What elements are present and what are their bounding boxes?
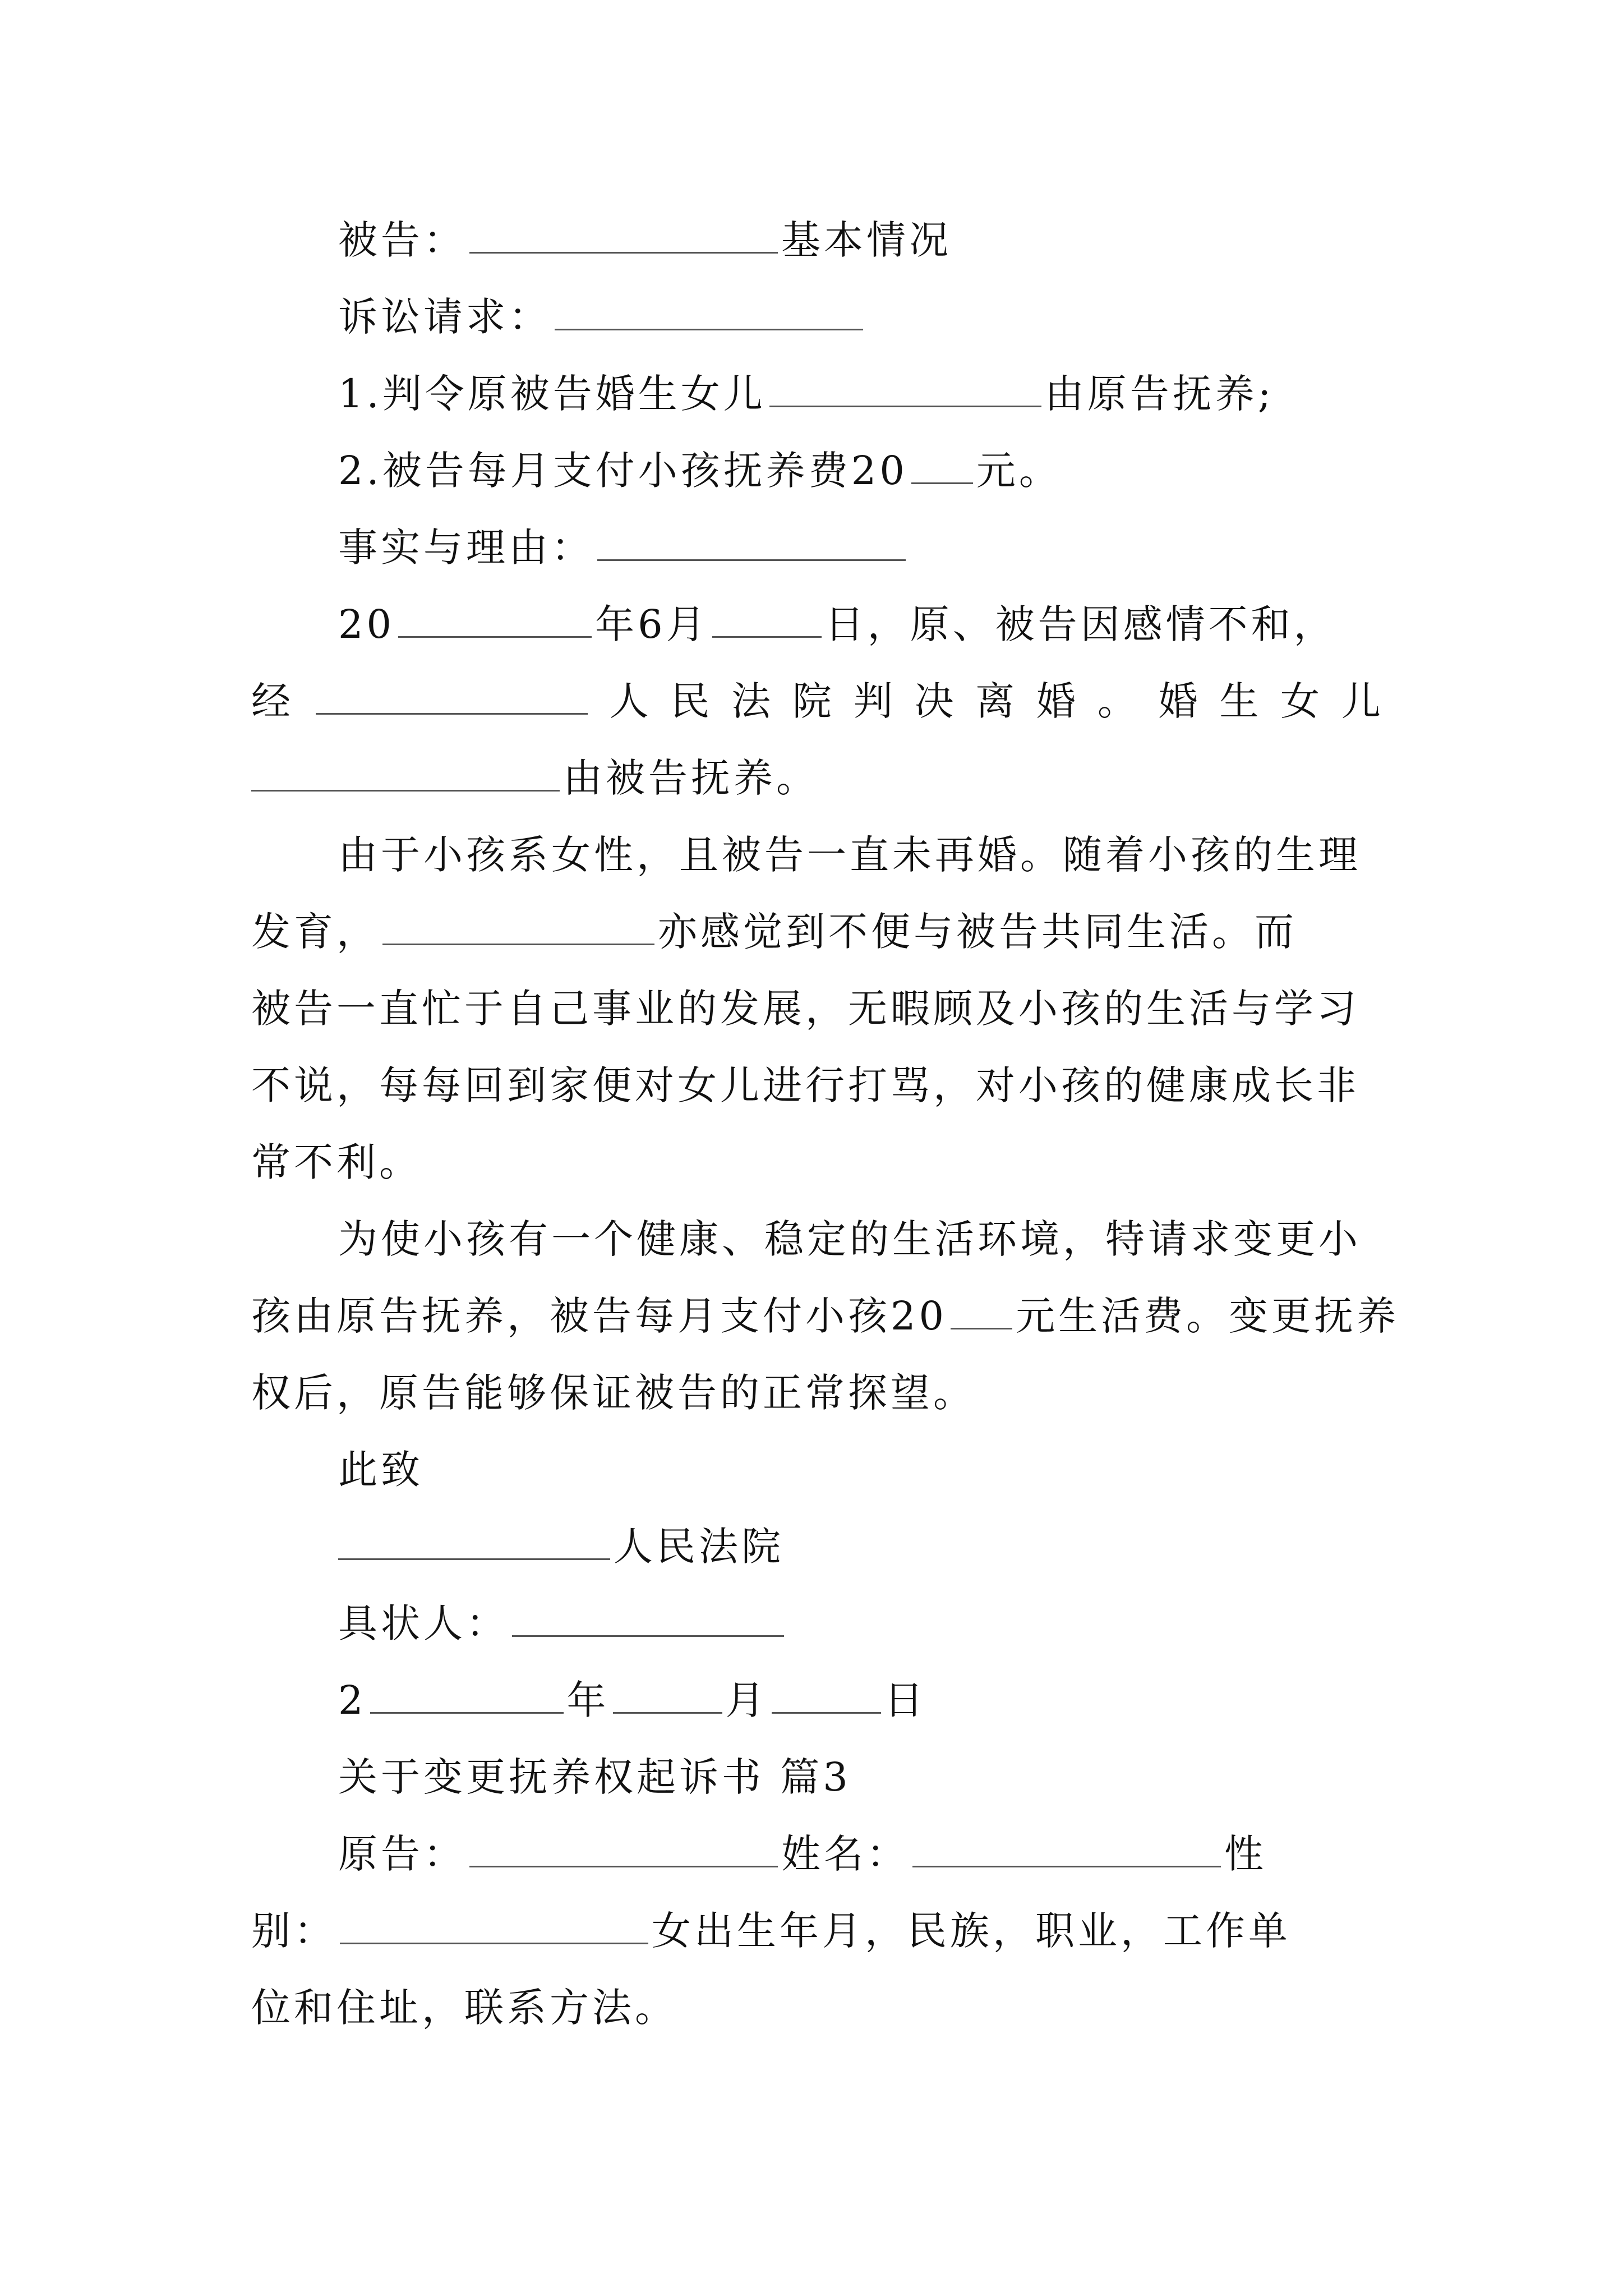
claims-label: 诉讼请求：	[338, 294, 551, 340]
court-line	[251, 1508, 1384, 1585]
year-text: 年	[566, 1677, 610, 1723]
paragraph-text: 亦感觉到不便与被告共同生活。而	[658, 909, 1297, 955]
paragraph-line	[251, 1124, 1384, 1201]
paragraph-line	[251, 1970, 1384, 2046]
divorce-reason-text: 日，原、被告因感情不和，	[824, 601, 1336, 647]
court-judgement-line	[251, 663, 1384, 740]
defendant-line	[251, 202, 1384, 279]
paragraph-text: 元生活费。变更抚养	[1016, 1293, 1400, 1339]
facts-blank	[597, 521, 906, 561]
facts-heading	[251, 509, 1384, 586]
paragraph-line	[251, 817, 1384, 894]
paragraph-text: 发育，	[251, 909, 379, 955]
char: 儿	[1341, 678, 1384, 724]
paragraph-text: 为使小孩有一个健康、稳定的生活环境，特请求变更小	[338, 1216, 1361, 1262]
name-blank	[912, 1828, 1221, 1867]
claim-item-1	[251, 356, 1384, 432]
claims-heading	[251, 279, 1384, 356]
paragraph-line	[251, 970, 1384, 1047]
defendant-blank	[469, 214, 778, 254]
amount-blank	[911, 444, 973, 484]
char: 判	[853, 678, 896, 724]
custody-text: 由被告抚养。	[563, 755, 819, 801]
char: 院	[792, 678, 835, 724]
paragraph-text: 孩由原告抚养，被告每月支付小孩20	[251, 1293, 948, 1339]
section-title	[251, 1739, 1384, 1816]
paragraph-text: 由于小孩系女性，且被告一直未再婚。随着小孩的生理	[338, 832, 1361, 878]
name-label: 姓名：	[781, 1831, 909, 1877]
daughter-blank	[251, 752, 560, 792]
char: 女	[1280, 678, 1324, 724]
salutation-text: 此致	[338, 1447, 423, 1493]
paragraph-text: 别：	[251, 1908, 336, 1954]
char: 生	[1219, 678, 1262, 724]
section-title-text: 关于变更抚养权起诉书 篇3	[338, 1754, 851, 1800]
char: 经	[251, 678, 294, 724]
paragraph-text: 女出生年月，民族，职业，工作单	[652, 1908, 1291, 1954]
claim-2-tail: 元。	[976, 448, 1062, 494]
claim-2-text: 2.被告每月支付小孩抚养费20	[338, 448, 908, 494]
plaintiff-blank	[469, 1828, 778, 1867]
paragraph-text: 常不利。	[251, 1139, 422, 1185]
claim-item-2	[251, 432, 1384, 509]
paragraph-text: 位和住址，联系方法。	[251, 1985, 677, 2031]
paragraph-text: 被告一直忙于自己事业的发展，无暇顾及小孩的生活与学习	[251, 986, 1359, 1032]
court-blank	[338, 1520, 610, 1560]
claim-1-tail: 由原告抚养;	[1044, 371, 1275, 417]
paragraph-line	[251, 1201, 1384, 1278]
year-blank	[398, 598, 592, 638]
day-label: 日	[884, 1677, 927, 1723]
date-line	[251, 1662, 1384, 1739]
char: 。	[1097, 678, 1140, 724]
char: 民	[670, 678, 713, 724]
paragraph-text: 不说，每每回到家便对女儿进行打骂，对小孩的健康成长非	[251, 1062, 1359, 1108]
char: 人	[609, 678, 652, 724]
plaintiff-line	[251, 1816, 1384, 1893]
signature-line	[251, 1585, 1384, 1662]
basic-info-text: 基本情况	[781, 217, 952, 263]
char: 离	[975, 678, 1018, 724]
document-body	[251, 202, 1400, 2046]
name-blank	[382, 905, 654, 945]
gender-label: 性	[1224, 1831, 1267, 1877]
amount-blank	[951, 1290, 1012, 1329]
court-name-blank	[316, 675, 588, 715]
signature-label: 具状人：	[338, 1600, 509, 1646]
date-prefix: 2	[338, 1677, 367, 1723]
claims-blank	[555, 291, 863, 330]
paragraph-line	[251, 1047, 1384, 1124]
paragraph-line	[251, 1893, 1384, 1970]
char: 婚	[1036, 678, 1080, 724]
plaintiff-label: 原告：	[338, 1831, 466, 1877]
salutation-line	[251, 1432, 1384, 1508]
defendant-label: 被告：	[338, 217, 466, 263]
paragraph-text: 权后，原告能够保证被告的正常探望。	[251, 1370, 976, 1416]
gender-blank	[340, 1904, 648, 1944]
court-text: 人民法院	[614, 1524, 784, 1570]
month-label: 月	[725, 1677, 768, 1723]
year-blank	[370, 1674, 564, 1714]
char: 决	[914, 678, 957, 724]
claim-1-text: 1.判令原被告婚生女儿	[338, 371, 766, 417]
char: 法	[731, 678, 774, 724]
daughter-name-blank	[769, 367, 1041, 407]
month-blank	[613, 1674, 722, 1714]
char: 婚	[1158, 678, 1201, 724]
facts-label: 事实与理由：	[338, 524, 594, 570]
day-blank	[712, 598, 822, 638]
signature-blank	[512, 1597, 784, 1637]
paragraph-line	[251, 1355, 1384, 1432]
day-blank	[772, 1674, 881, 1714]
month-text: 年6月	[595, 601, 709, 647]
custody-line	[251, 740, 1384, 817]
paragraph-line	[251, 1278, 1400, 1355]
divorce-date-line	[251, 586, 1384, 663]
paragraph-line	[251, 894, 1384, 970]
year-prefix: 20	[338, 601, 395, 647]
